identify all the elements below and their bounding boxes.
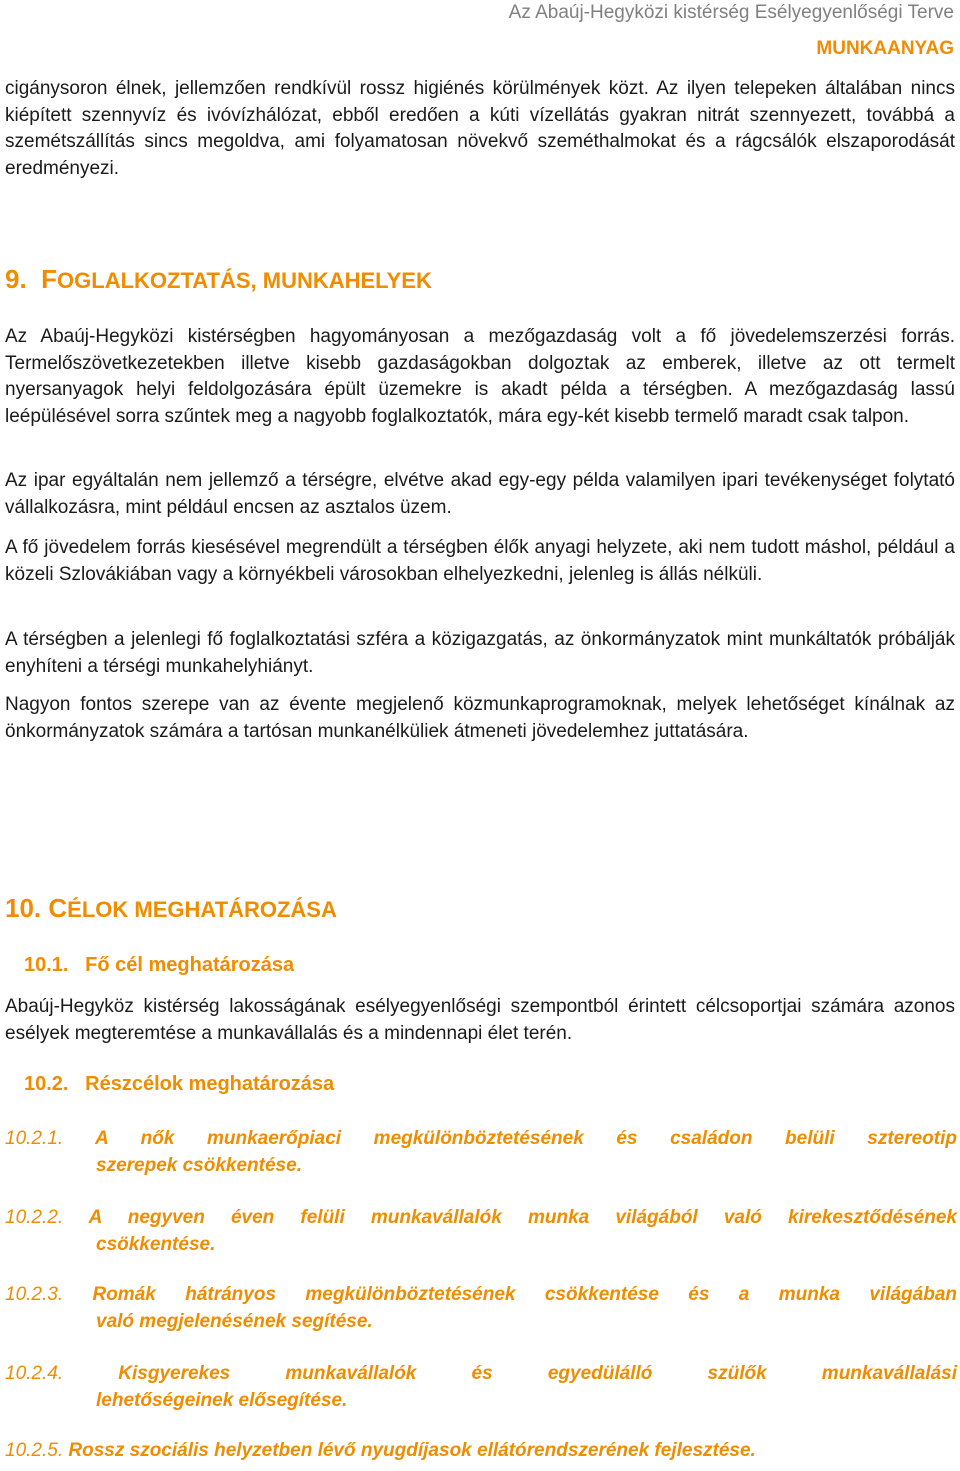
section-9-paragraph-1: Az Abaúj-Hegyközi kistérségben hagyományosan a mezőgazdaság volt a fő jövedelemszerzési forrás. Termelőszövetkezetekben illetve kisebb gazdaságokban dolgoztak az emberek, illetve az ott termelt nyersanyagok helyi feldolgozására épült üzemekre is akadt példa a térségben. A mezőgazdaság lassú leépülésével sorra szűntek meg a nagyobb foglalkoztatók, mára egy-két kisebb termelő maradt csak talpon. — [5, 326, 955, 427]
goal-item-text-line2: szerepek csökkentése. — [96, 1155, 302, 1176]
goal-item-text-line1: Kisgyerekes munkavállalók és egyedülálló szülők munkavállalási — [118, 1363, 957, 1384]
goal-item-text-line1: A negyven éven felüli munkavállalók munka világából való kirekesztődésének — [88, 1207, 958, 1228]
goal-item-text-line1: A nők munkaerőpiaci megkülönböztetésének és családon belüli sztereotip — [95, 1128, 957, 1149]
section-10-title-rest: ÉLOK MEGHATÁROZÁSA — [67, 897, 337, 922]
subsection-10-2-number: 10.2. — [24, 1073, 69, 1095]
goal-item — [5, 1360, 957, 1414]
goal-item-text-line2: való megjelenésének segítése. — [96, 1311, 373, 1332]
goal-item-number: 10.2.3. — [5, 1284, 64, 1305]
goal-item — [5, 1125, 957, 1179]
subsection-10-1-heading — [24, 954, 294, 977]
goal-item-number: 10.2.1. — [5, 1128, 64, 1149]
goal-item-number: 10.2.2. — [5, 1207, 64, 1228]
section-9-title-rest: OGLALKOZTATÁS, MUNKAHELYEK — [57, 268, 432, 293]
section-10-title-initial: C — [48, 893, 68, 923]
subsection-10-1-number: 10.1. — [24, 954, 69, 976]
section-9-title-initial: F — [41, 264, 58, 294]
subsection-10-2-title: Részcélok meghatározása — [85, 1073, 335, 1095]
section-9-paragraph-5: Nagyon fontos szerepe van az évente megjelenő közmunkaprogramoknak, melyek lehetőséget kínálnak az önkormányzatok számára a tartósan munkanélküliek átmeneti jövedelemhez juttatására. — [5, 694, 955, 742]
section-9-heading — [5, 264, 432, 295]
section-9-paragraph-2: Az ipar egyáltalán nem jellemző a térségre, elvétve akad egy-egy példa valamilyen ipari tevékenységet folytató vállalkozásra, mint például encsen az asztalos üzem. — [5, 470, 955, 518]
goal-item-text-line1: Rossz szociális helyzetben lévő nyugdíjasok ellátórendszerének fejlesztése. — [68, 1440, 756, 1461]
intro-paragraph: cigánysoron élnek, jellemzően rendkívül rossz higiénés körülmények közt. Az ilyen telepeken általában nincs kiépített szennyvíz és ivóvízhálózat, ebből eredően a kúti vízellátás gyakran nitrát szennyezett, továbbá a szemétszállítás sincs megoldva, ami folyamatosan növekvő szeméthalmokat és a rágcsálók elszaporodását eredményezi. — [5, 78, 955, 179]
subsection-10-1-paragraph: Abaúj-Hegyköz kistérség lakosságának esélyegyenlőségi szempontból érintett célcsoportjai számára azonos esélyek megteremtése a munkavállalás és a mindennapi élet terén. — [5, 996, 955, 1044]
goal-item-text-line2: lehetőségeinek elősegítése. — [96, 1390, 348, 1411]
subsection-10-1-title: Fő cél meghatározása — [85, 954, 295, 976]
section-10-number: 10. — [5, 893, 42, 923]
goal-item — [5, 1437, 957, 1464]
goal-item-text-line1: Romák hátrányos megkülönböztetésének csökkentése és a munka világában — [92, 1284, 958, 1305]
goal-item — [5, 1204, 957, 1258]
goal-item-number: 10.2.5. — [5, 1440, 64, 1461]
goal-item-text-line2: csökkentése. — [96, 1234, 216, 1255]
subsection-10-2-heading — [24, 1073, 334, 1096]
section-9-paragraph-3: A fő jövedelem forrás kiesésével megrendült a térségben élők anyagi helyzete, aki nem tudott máshol, például a közeli Szlovákiában vagy a környékbeli városokban elhelyezkedni, jelenleg is állás nélküli. — [5, 537, 955, 585]
draft-label: MUNKAANYAG — [816, 38, 954, 59]
goal-item — [5, 1281, 957, 1335]
section-10-heading — [5, 893, 337, 924]
section-9-number: 9. — [5, 264, 27, 294]
running-header-title: Az Abaúj-Hegyközi kistérség Esélyegyenlőségi Terve — [508, 2, 954, 23]
goal-item-number: 10.2.4. — [5, 1363, 64, 1384]
section-9-paragraph-4: A térségben a jelenlegi fő foglalkoztatási szféra a közigazgatás, az önkormányzatok mint munkáltatók próbálják enyhíteni a térségi munkahelyhiányt. — [5, 629, 955, 677]
